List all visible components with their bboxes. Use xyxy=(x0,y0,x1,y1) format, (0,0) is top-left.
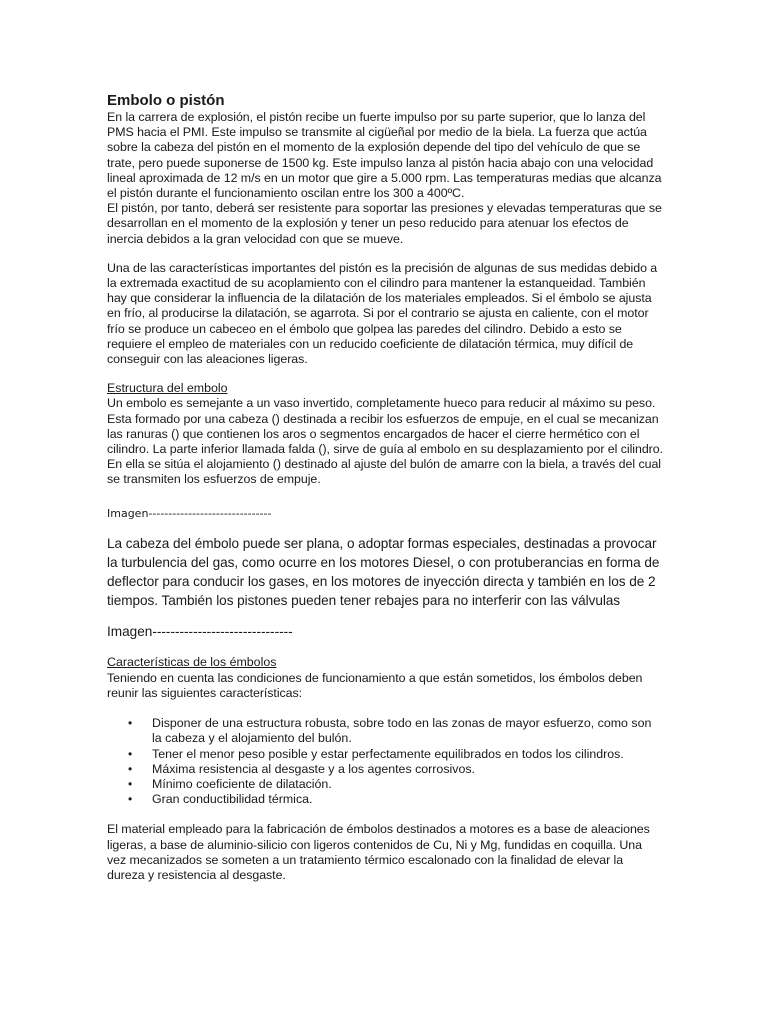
bullet-icon: • xyxy=(128,776,133,791)
list-item: • Tener el menor peso posible y estar perfectamente equilibrados en todos los cilindros. xyxy=(128,746,624,761)
paragraph-precision: Una de las características importantes del pistón es la precisión de algunas de sus medidas debido a la extremada exactitud de su acoplamiento con el cilindro para mantener la estanqueidad. También hay que considerar la influencia de la dilatación de los materiales empleados. Si el émbolo se ajusta en frío, al producirse la dilatación, se agarrota. Si por el contrario se ajusta en caliente, con el motor frío se produce un cabeceo en el émbolo que golpea las paredes del cilindro. Debido a esto se requiere el empleo de materiales con un reducido coeficiente de dilatación térmica, muy difícil de conseguir con las aleaciones ligeras. xyxy=(107,260,658,367)
paragraph-material: El material empleado para la fabricación de émbolos destinados a motores es a base de aleaciones ligeras, a base de aluminio-silicio con ligeros contenidos de Cu, Ni y Mg, fundidas en coquilla. Una vez mecanizados se someten a un tratamiento térmico escalonado con la finalidad de elevar la dureza y resistencia al desgaste. xyxy=(107,822,650,882)
document-page xyxy=(107,92,663,883)
characteristics-list xyxy=(107,716,663,807)
list-item: • Disponer de una estructura robusta, sobre todo en las zonas de mayor esfuerzo, como son la cabeza y el alojamiento del bulón. xyxy=(128,716,652,746)
bullet-icon: • xyxy=(128,761,133,776)
paragraph-structure: Un embolo es semejante a un vaso invertido, completamente hueco para reducir al máximo su peso. Esta formado por una cabeza () destinada a recibir los esfuerzos de empuje, en el cual se mecanizan las ranuras () que contienen los aros o segmentos encargados de hacer el cierre hermético con el cilindro. La parte inferior llamada falda (), sirve de guía al embolo en su desplazamiento por el cilindro. En ella se sitúa el alojamiento () destinado al ajuste del bulón de amarre con la biela, a través del cual se transmiten los esfuerzos de empuje. xyxy=(107,396,663,487)
list-item: • Mínimo coeficiente de dilatación. xyxy=(128,776,332,791)
list-item: • Gran conductibilidad térmica. xyxy=(128,792,313,807)
image-placeholder-2: Imagen------------------------------- xyxy=(107,624,293,640)
paragraph-resistance: El pistón, por tanto, deberá ser resistente para soportar las presiones y elevadas temperaturas que se desarrollan en el momento de la explosión y tener un peso reducido para atenuar los efectos de inercia debidos a la gran velocidad con que se mueve. xyxy=(107,201,662,246)
image-placeholder-1: Imagen------------------------------- xyxy=(107,506,272,520)
paragraph-explosion: En la carrera de explosión, el pistón recibe un fuerte impulso por su parte superior, que lo lanza del PMS hacia el PMI. Este impulso se transmite al cigüeñal por medio de la biela. La fuerza que actúa sobre la cabeza del pistón en el momento de la explosión depende del tipo del vehículo de que se trate, pero puede suponerse de 1500 kg. Este impulso lanza al pistón hacia abajo con una velocidad lineal aproximada de 12 m/s en un motor que gire a 5.000 rpm. Las temperaturas medias que alcanza el pistón durante el funcionamiento oscilan entre los 300 a 400ºC. xyxy=(107,110,662,201)
section-heading-characteristics: Características de los émbolos xyxy=(107,655,277,670)
document-title: Embolo o pistón xyxy=(107,92,225,109)
paragraph-piston-head: La cabeza del émbolo puede ser plana, o adoptar formas especiales, destinadas a provocar la turbulencia del gas, como ocurre en los motores Diesel, o con protuberancias en forma de deflector para conducir los gases, en los motores de inyección directa y también en los de 2 tiempos. También los pistones pueden tener rebajes para no interferir con las válvulas xyxy=(107,535,660,609)
bullet-icon: • xyxy=(128,792,133,807)
paragraph-characteristics-intro: Teniendo en cuenta las condiciones de funcionamiento a que están sometidos, los émbolos deben reunir las siguientes características: xyxy=(107,670,643,700)
section-heading-structure: Estructura del embolo xyxy=(107,381,228,396)
list-item: • Máxima resistencia al desgaste y a los agentes corrosivos. xyxy=(128,761,475,776)
bullet-icon: • xyxy=(128,716,133,731)
bullet-icon: • xyxy=(128,746,133,761)
